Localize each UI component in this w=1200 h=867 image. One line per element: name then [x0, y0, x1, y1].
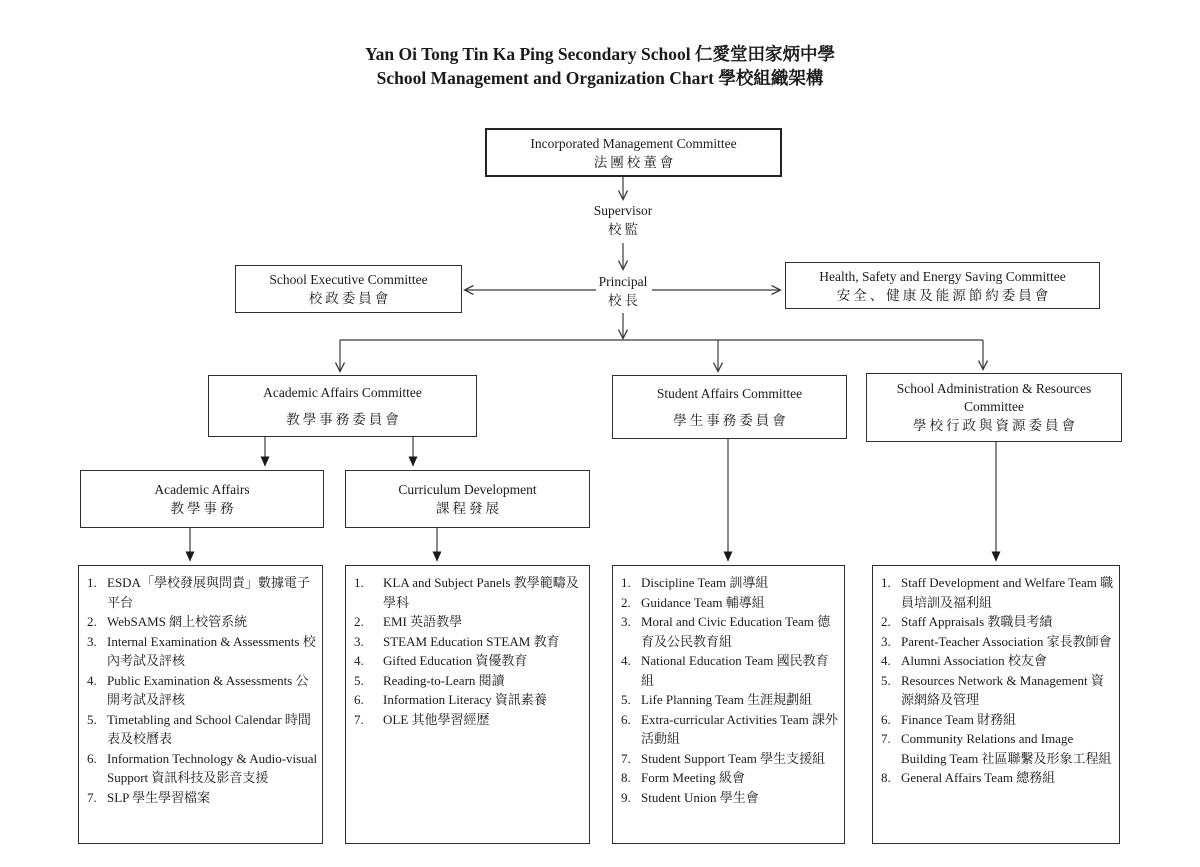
list-item-text: STEAM Education STEAM 教育 — [383, 633, 560, 649]
list-item-number: 2. — [354, 614, 364, 629]
node-sac-english-label: Student Affairs Committee — [656, 386, 803, 401]
list-item-text: WebSAMS 網上校管系統 — [107, 614, 248, 629]
list-item — [879, 671, 1115, 710]
list-item-number: 7. — [621, 750, 631, 766]
list-item — [85, 573, 318, 612]
list-item-number: 1. — [87, 575, 97, 590]
list-item-text: Information Literacy 資訊素養 — [383, 692, 547, 707]
list-item-text: Reading-to-Learn 閱讀 — [383, 672, 505, 688]
list-item — [85, 710, 318, 749]
node-sec-chinese-label: 校政委員會 — [308, 291, 392, 306]
node-academic-affairs-chinese-label: 教學事務 — [170, 501, 237, 516]
list-item-number: 1. — [354, 575, 364, 590]
list-item-text: Staff Appraisals 教職員考績 — [901, 614, 1053, 629]
list-item — [879, 632, 1115, 652]
node-curriculum-development — [345, 470, 590, 528]
list-item — [879, 573, 1115, 612]
node-sarc-chinese-label: 學校行政與資源委員會 — [913, 417, 1078, 433]
list-item — [879, 729, 1115, 768]
node-sec-english-label: School Executive Committee — [269, 272, 428, 287]
list-item — [619, 690, 840, 710]
list-item-text: Timetabling and School Calendar 時間表及校曆表 — [107, 711, 311, 746]
list-item-text: Form Meeting 級會 — [641, 770, 745, 785]
list-item — [879, 612, 1115, 632]
list-item-number: 8. — [621, 770, 631, 785]
list-item — [352, 671, 585, 691]
list-item-text: Guidance Team 輔導組 — [641, 594, 765, 610]
node-school-executive-committee — [235, 265, 462, 313]
list-item-number: 4. — [87, 672, 97, 688]
node-health-safety-energy-saving-committee — [785, 262, 1100, 309]
list-item — [352, 612, 585, 632]
list-item-number: 4. — [621, 653, 631, 668]
node-sarc-english-label: School Administration & Resources Committee — [896, 380, 1092, 415]
node-academic-affairs-english-label: Academic Affairs — [154, 482, 250, 497]
node-curriculum-english-label: Curriculum Development — [398, 482, 537, 497]
list-item-number: 5. — [354, 672, 364, 688]
list-item — [85, 671, 318, 710]
list-item-number: 1. — [881, 575, 891, 590]
list-item-text: Moral and Civic Education Team 德育及公民教育組 — [641, 614, 831, 649]
list-item-text: Internal Examination & Assessments 校內考試及評核 — [107, 633, 316, 668]
list-item-text: EMI 英語教學 — [383, 614, 463, 629]
chart-title — [0, 42, 1200, 90]
list-item — [619, 593, 840, 613]
list-item — [619, 573, 840, 593]
list-item-text: ESDA「學校發展與問責」數據電子平台 — [107, 575, 310, 610]
node-academic-affairs — [80, 470, 324, 528]
list-item-text: Alumni Association 校友會 — [901, 653, 1047, 668]
node-principal — [543, 272, 703, 310]
chart-title-line2: School Management and Organization Chart 學校組織架構 — [376, 68, 824, 88]
node-aac-english-label: Academic Affairs Committee — [263, 385, 422, 401]
list-item — [879, 651, 1115, 671]
list-item-number: 2. — [881, 614, 891, 629]
node-supervisor — [543, 201, 703, 239]
list-item — [352, 573, 585, 612]
list-item — [619, 612, 840, 651]
node-sac-chinese-label: 學生事務委員會 — [673, 413, 789, 428]
list-item-number: 3. — [881, 633, 891, 649]
list-item-number: 4. — [881, 653, 891, 668]
list-item-text: Public Examination & Assessments 公開考試及評核 — [107, 672, 309, 707]
list-item — [352, 651, 585, 671]
node-principal-english-label: Principal — [598, 274, 648, 289]
list-item-number: 2. — [621, 594, 631, 610]
list-item — [85, 749, 318, 788]
list-item-number: 7. — [354, 711, 364, 727]
list-item — [619, 710, 840, 749]
list-item-text: Finance Team 財務組 — [901, 711, 1017, 727]
list-item-text: Student Support Team 學生支援組 — [641, 750, 826, 766]
list-item-text: Staff Development and Welfare Team 職員培訓及福利組 — [901, 575, 1114, 610]
list-item-number: 6. — [354, 692, 364, 707]
list-item-text: SLP 學生學習檔案 — [107, 789, 211, 805]
list-item-number: 5. — [87, 711, 97, 727]
list-item — [619, 788, 840, 808]
list-item — [879, 768, 1115, 788]
list-item-text: KLA and Subject Panels 教學範疇及學科 — [383, 575, 579, 610]
node-health-english-label: Health, Safety and Energy Saving Committee — [819, 268, 1066, 284]
node-incorporated-management-committee — [485, 128, 782, 177]
list-item-text: General Affairs Team 總務組 — [901, 770, 1056, 785]
list-item — [85, 612, 318, 632]
list-item-text: Student Union 學生會 — [641, 789, 759, 805]
list-item — [85, 632, 318, 671]
list-item-text: Extra-curricular Activities Team 課外活動組 — [641, 711, 839, 746]
node-supervisor-english-label: Supervisor — [593, 203, 653, 218]
node-school-admin-resources-committee — [866, 373, 1122, 442]
list-item-number: 5. — [621, 692, 631, 707]
node-health-chinese-label: 安全、健康及能源節約委員會 — [836, 287, 1052, 303]
node-supervisor-chinese-label: 校監 — [608, 222, 641, 237]
list-item — [879, 710, 1115, 730]
list-item — [619, 768, 840, 788]
list-item-number: 2. — [87, 614, 97, 629]
list-item-number: 3. — [87, 633, 97, 649]
list-item-text: Parent-Teacher Association 家長教師會 — [901, 633, 1112, 649]
list-item-number: 5. — [881, 672, 891, 688]
node-curriculum-chinese-label: 課程發展 — [436, 501, 502, 516]
list-school-admin-teams — [872, 565, 1120, 844]
node-aac-chinese-label: 教學事務委員會 — [286, 411, 402, 427]
node-principal-chinese-label: 校長 — [608, 293, 641, 308]
node-student-affairs-committee — [612, 375, 847, 439]
list-item-text: Information Technology & Audio-visual Support 資訊科技及影音支援 — [107, 750, 318, 785]
list-academic-affairs-duties — [78, 565, 323, 844]
list-item-number: 6. — [87, 750, 97, 766]
list-item — [352, 710, 585, 730]
list-item — [619, 651, 840, 690]
list-item — [619, 749, 840, 769]
list-item-number: 3. — [354, 633, 364, 649]
list-item-number: 3. — [621, 614, 631, 629]
list-item-text: National Education Team 國民教育組 — [641, 653, 829, 688]
list-item-number: 8. — [881, 770, 891, 785]
list-item-text: Community Relations and Image Building Team 社區聯繫及形象工程組 — [901, 731, 1112, 766]
node-imc-chinese-label: 法團校董會 — [593, 154, 677, 170]
node-imc-english-label: Incorporated Management Committee — [530, 135, 737, 151]
list-item — [85, 788, 318, 808]
chart-title-line1: Yan Oi Tong Tin Ka Ping Secondary School 仁愛堂田家炳中學 — [364, 44, 835, 64]
list-item-number: 6. — [621, 711, 631, 727]
list-item-text: Resources Network & Management 資源網絡及管理 — [901, 672, 1104, 707]
list-item-number: 6. — [881, 711, 891, 727]
list-item-text: OLE 其他學習經歷 — [383, 711, 490, 727]
list-item-number: 9. — [621, 789, 631, 805]
list-item-text: Life Planning Team 生涯規劃組 — [641, 692, 813, 707]
list-item-text: Discipline Team 訓導組 — [641, 575, 769, 590]
list-item-number: 4. — [354, 653, 364, 668]
list-curriculum-development-duties — [345, 565, 590, 844]
list-item-text: Gifted Education 資優教育 — [383, 653, 528, 668]
list-item-number: 7. — [881, 731, 891, 746]
list-item — [352, 632, 585, 652]
list-item — [352, 690, 585, 710]
list-item-number: 7. — [87, 789, 97, 805]
list-student-affairs-teams — [612, 565, 845, 844]
list-item-number: 1. — [621, 575, 631, 590]
node-academic-affairs-committee — [208, 375, 477, 437]
